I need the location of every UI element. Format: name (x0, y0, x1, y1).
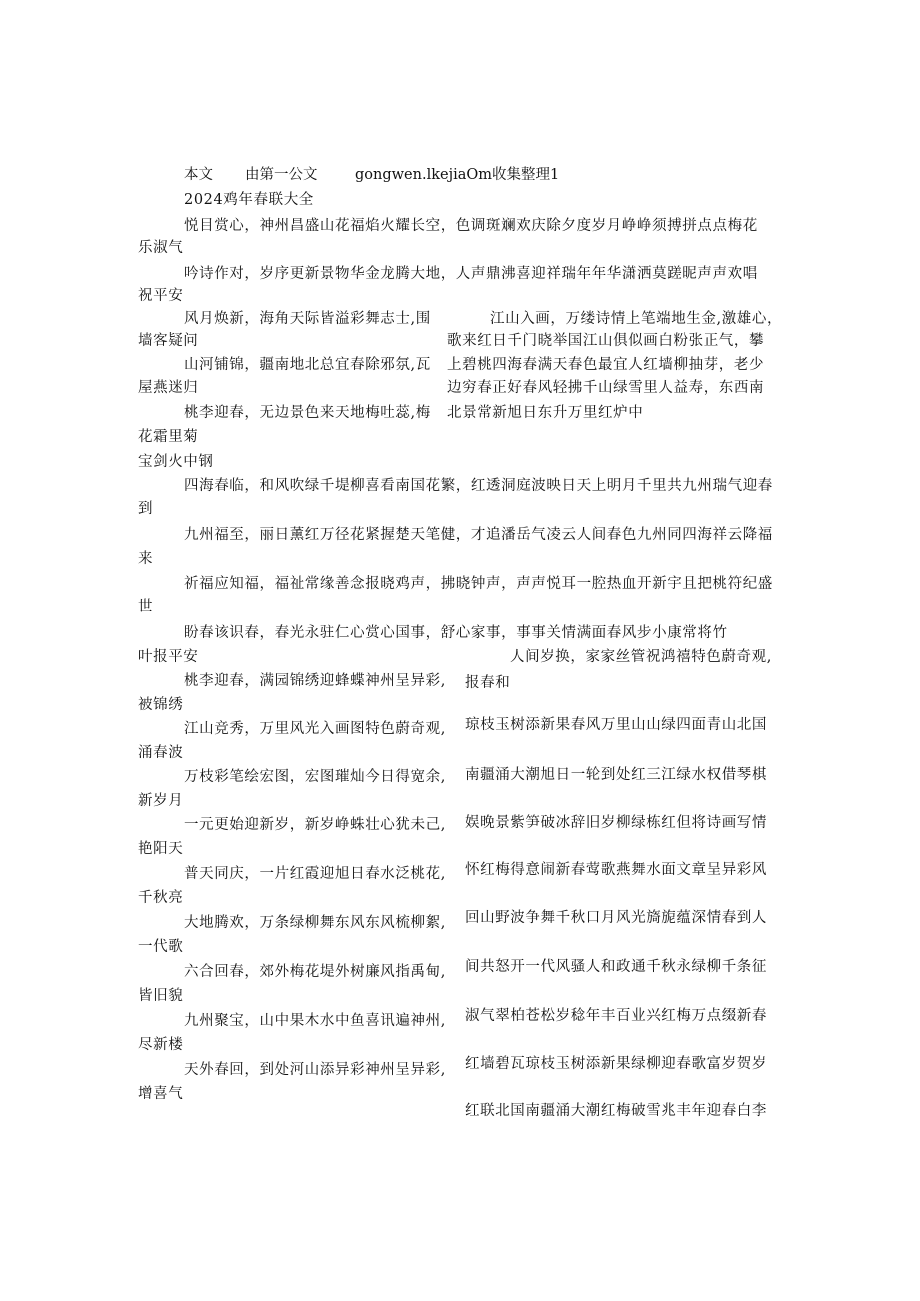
text-line: 增喜气 (138, 1086, 184, 1102)
text-line: 普天同庆，一片红霞迎旭日春水泛桃花, (184, 866, 446, 882)
text-line: 边穷春正好春风轻拂千山绿雪里人益寿，东西南 (447, 380, 765, 396)
text-line: 淑气翠柏苍松岁稔年丰百业兴红梅万点缀新春 (465, 1008, 767, 1024)
text-line: 风月焕新，海角天际皆溢彩舞志士,围 (184, 311, 431, 327)
text-line: 上碧桃四海春满天春色最宜人红墙柳抽芽，老少 (447, 357, 765, 373)
text-line: 天外春回，到处河山添异彩神州呈异彩, (184, 1062, 446, 1078)
text-line: 北景常新旭日东升万里红炉中 (447, 405, 644, 421)
text-line: 怀红梅得意闹新春莺歌燕舞水面文章呈异彩风 (465, 862, 767, 878)
text-line: 宝剑火中钢 (138, 454, 214, 470)
header-text-3: gongwen.lkejiaOm收集整理1 (355, 167, 560, 183)
text-line: 报春和 (465, 675, 511, 691)
text-line: 万枝彩笔绘宏图，宏图璀灿今日得宽余, (184, 769, 446, 785)
text-line: 回山野波争舞千秋口月风光旖旎蕴深情春到人 (465, 910, 767, 926)
text-line: 被锦绣 (138, 697, 184, 713)
text-line: 六合回春，郊外梅花堤外树廉风指禹甸, (184, 964, 446, 980)
text-line: 艳阳天 (138, 841, 184, 857)
text-line: 尽新楼 (138, 1037, 184, 1053)
text-line: 新岁月 (138, 793, 184, 809)
text-line: 九州聚宝，山中果木水中鱼喜讯遍神州, (184, 1013, 446, 1029)
text-line: 娱晚景紫笋破冰辞旧岁柳绿栋红但将诗画写情 (465, 815, 767, 831)
text-line: 桃李迎春，无边景色来天地梅吐蕊,梅 (184, 405, 431, 421)
header-text-1: 本文 (184, 167, 213, 183)
text-line: 叶报平安 (138, 649, 199, 665)
text-line: 红墙碧瓦琼枝玉树添新果绿柳迎春歌富岁贺岁 (465, 1056, 767, 1072)
text-line: 皆旧貌 (138, 988, 184, 1004)
text-line: 琼枝玉树添新果春风万里山山绿四面青山北国 (465, 717, 767, 733)
text-line: 到 (138, 501, 154, 517)
text-line: 大地腾欢，万条绿柳舞东风东风梳柳絮, (184, 915, 446, 931)
text-line: 祈福应知福，福祉常缘善念报晓鸡声，拂晓钟声，声声悦耳一腔热血开新宇且把桃符纪盛 (184, 576, 773, 592)
text-line: 千秋亮 (138, 890, 184, 906)
text-line: 乐淑气 (138, 240, 184, 256)
text-line: 涌春波 (138, 745, 184, 761)
text-line: 红联北国南疆涌大潮红梅破雪兆丰年迎春白李 (465, 1103, 767, 1119)
text-line: 桃李迎春，满园锦绣迎蜂蝶神州呈异彩, (184, 673, 446, 689)
text-line: 来 (138, 551, 154, 567)
document-title: 2024鸡年春联大全 (184, 192, 314, 208)
text-line: 屋燕迷归 (138, 380, 199, 396)
text-line: 山河铺锦，疆南地北总宜春除邪氛,瓦 (184, 357, 431, 373)
header-text-2: 由第一公文 (245, 167, 318, 183)
text-line: 一元更始迎新岁，新岁峥蛛壮心犹未己, (184, 817, 446, 833)
text-line: 悦目赏心，神州昌盛山花福焰火耀长空，色调斑斓欢庆除夕度岁月峥峥须搏拼点点梅花 (184, 218, 758, 234)
text-line: 世 (138, 599, 154, 615)
text-line: 一代歌 (138, 939, 184, 955)
text-line: 江山竞秀，万里风光入画图特色蔚奇观, (184, 721, 446, 737)
text-line: 间共怒开一代风骚人和政通千秋永绿柳千条征 (465, 959, 767, 975)
text-line: 南疆涌大潮旭日一轮到处红三江绿水权借琴棋 (465, 767, 767, 783)
text-line: 四海春临，和风吹绿千堤柳喜看南国花繁，红透洞庭波映日天上明月千里共九州瑞气迎春 (184, 478, 773, 494)
text-line: 人间岁换，家家丝管祝鸿禧特色蔚奇观, (510, 649, 772, 665)
text-line: 花霜里菊 (138, 429, 199, 445)
text-line: 吟诗作对，岁序更新景物华金龙腾大地，人声鼎沸喜迎祥瑞年年华潇洒莫蹉昵声声欢唱 (184, 266, 758, 282)
text-line: 墙客疑问 (138, 333, 199, 349)
text-line: 江山入画，万缕诗情上笔端地生金,激雄心， (490, 311, 783, 327)
text-line: 歌来红日千门晓举国江山俱似画白粉张正气，攀 (447, 333, 765, 349)
text-line: 九州福至，丽日薰红万径花紧握楚天笔健，才追潘岳气凌云人间春色九州同四海祥云降福 (184, 527, 773, 543)
text-line: 祝平安 (138, 288, 184, 304)
text-line: 盼春该识春，春光永驻仁心赏心国事，舒心家事，事事关情满面春风步小康常将竹 (184, 625, 728, 641)
